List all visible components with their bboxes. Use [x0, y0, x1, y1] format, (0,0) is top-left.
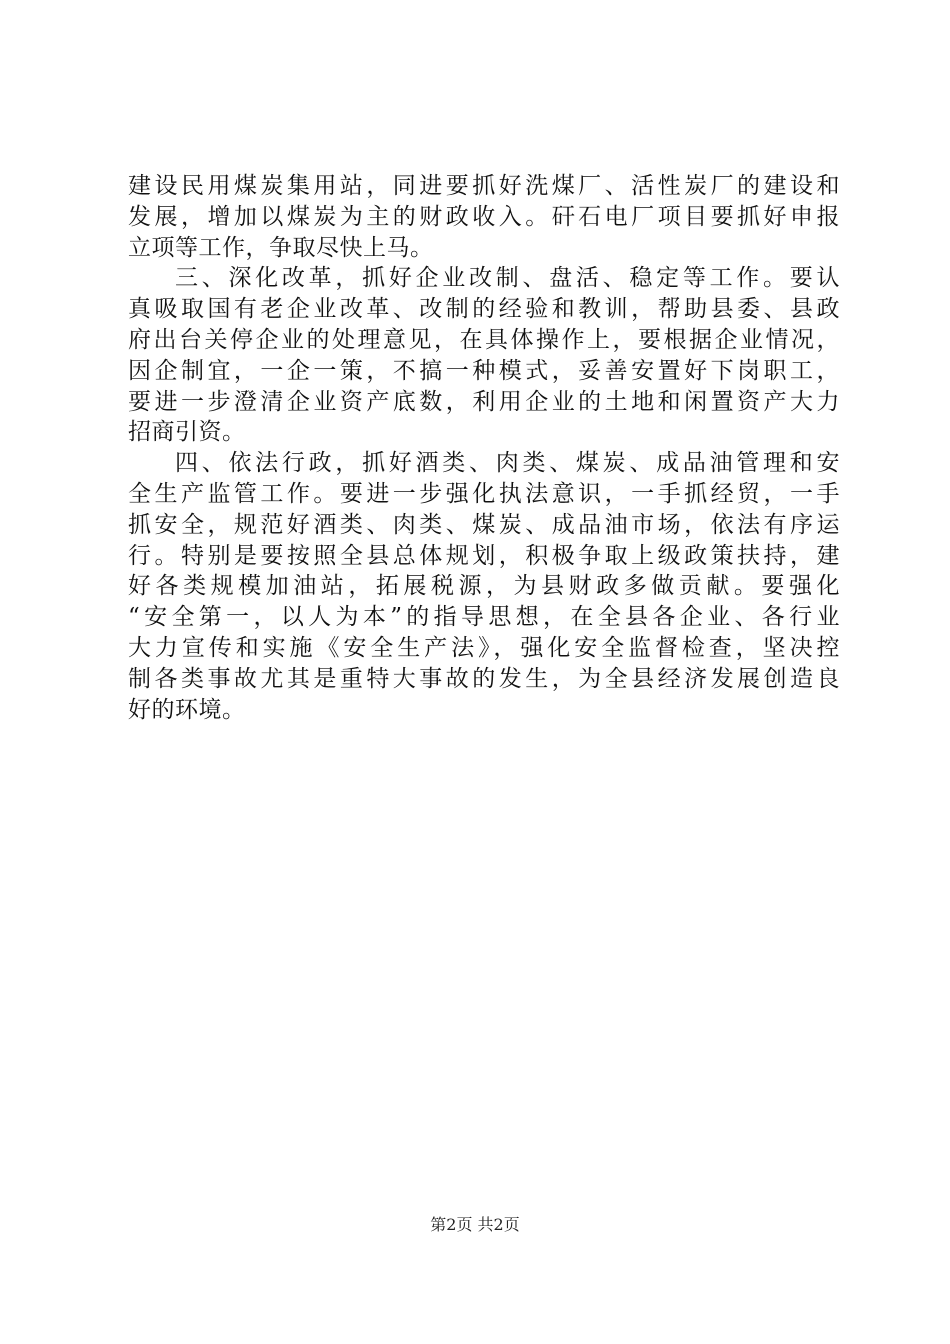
text-line: 要进一步澄清企业资产底数，利用企业的土地和闲置资产大力: [128, 388, 840, 415]
text-line: “安全第一，以人为本”的指导思想，在全县各企业、各行业: [128, 604, 840, 631]
text-line: 真吸取国有老企业改革、改制的经验和教训，帮助县委、县政: [128, 296, 840, 323]
text-line: 建设民用煤炭集用站，同进要抓好洗煤厂、活性炭厂的建设和: [128, 173, 840, 199]
text-line: 府出台关停企业的处理意见，在具体操作上，要根据企业情况，: [128, 326, 840, 353]
paragraph-start-line: 三、深化改革，抓好企业改制、盘活、稳定等工作。要认: [175, 265, 840, 292]
text-line: 因企制宜，一企一策，不搞一种模式，妥善安置好下岗职工，: [128, 357, 840, 384]
page-number-footer: 第2页 共2页: [430, 1215, 520, 1234]
text-line: 招商引资。: [128, 419, 246, 446]
text-line: 制各类事故尤其是重特大事故的发生，为全县经济发展创造良: [128, 665, 840, 692]
text-line: 行。特别是要按照全县总体规划，积极争取上级政策扶持，建: [128, 542, 840, 569]
text-line: 大力宣传和实施《安全生产法》，强化安全监督检查，坚决控: [128, 634, 840, 661]
text-line: 抓安全，规范好酒类、肉类、煤炭、成品油市场，依法有序运: [128, 511, 840, 538]
text-line: 立项等工作，争取尽快上马。: [128, 234, 434, 261]
text-line: 好各类规模加油站，拓展税源，为县财政多做贡献。要强化: [128, 573, 840, 600]
paragraph-start-line: 四、依法行政，抓好酒类、肉类、煤炭、成品油管理和安: [175, 450, 840, 477]
text-line: 好的环境。: [128, 696, 246, 723]
document-body: [128, 171, 840, 725]
text-line: 全生产监管工作。要进一步强化执法意识，一手抓经贸，一手: [128, 480, 840, 507]
text-line: 发展，增加以煤炭为主的财政收入。矸石电厂项目要抓好申报: [128, 203, 840, 230]
